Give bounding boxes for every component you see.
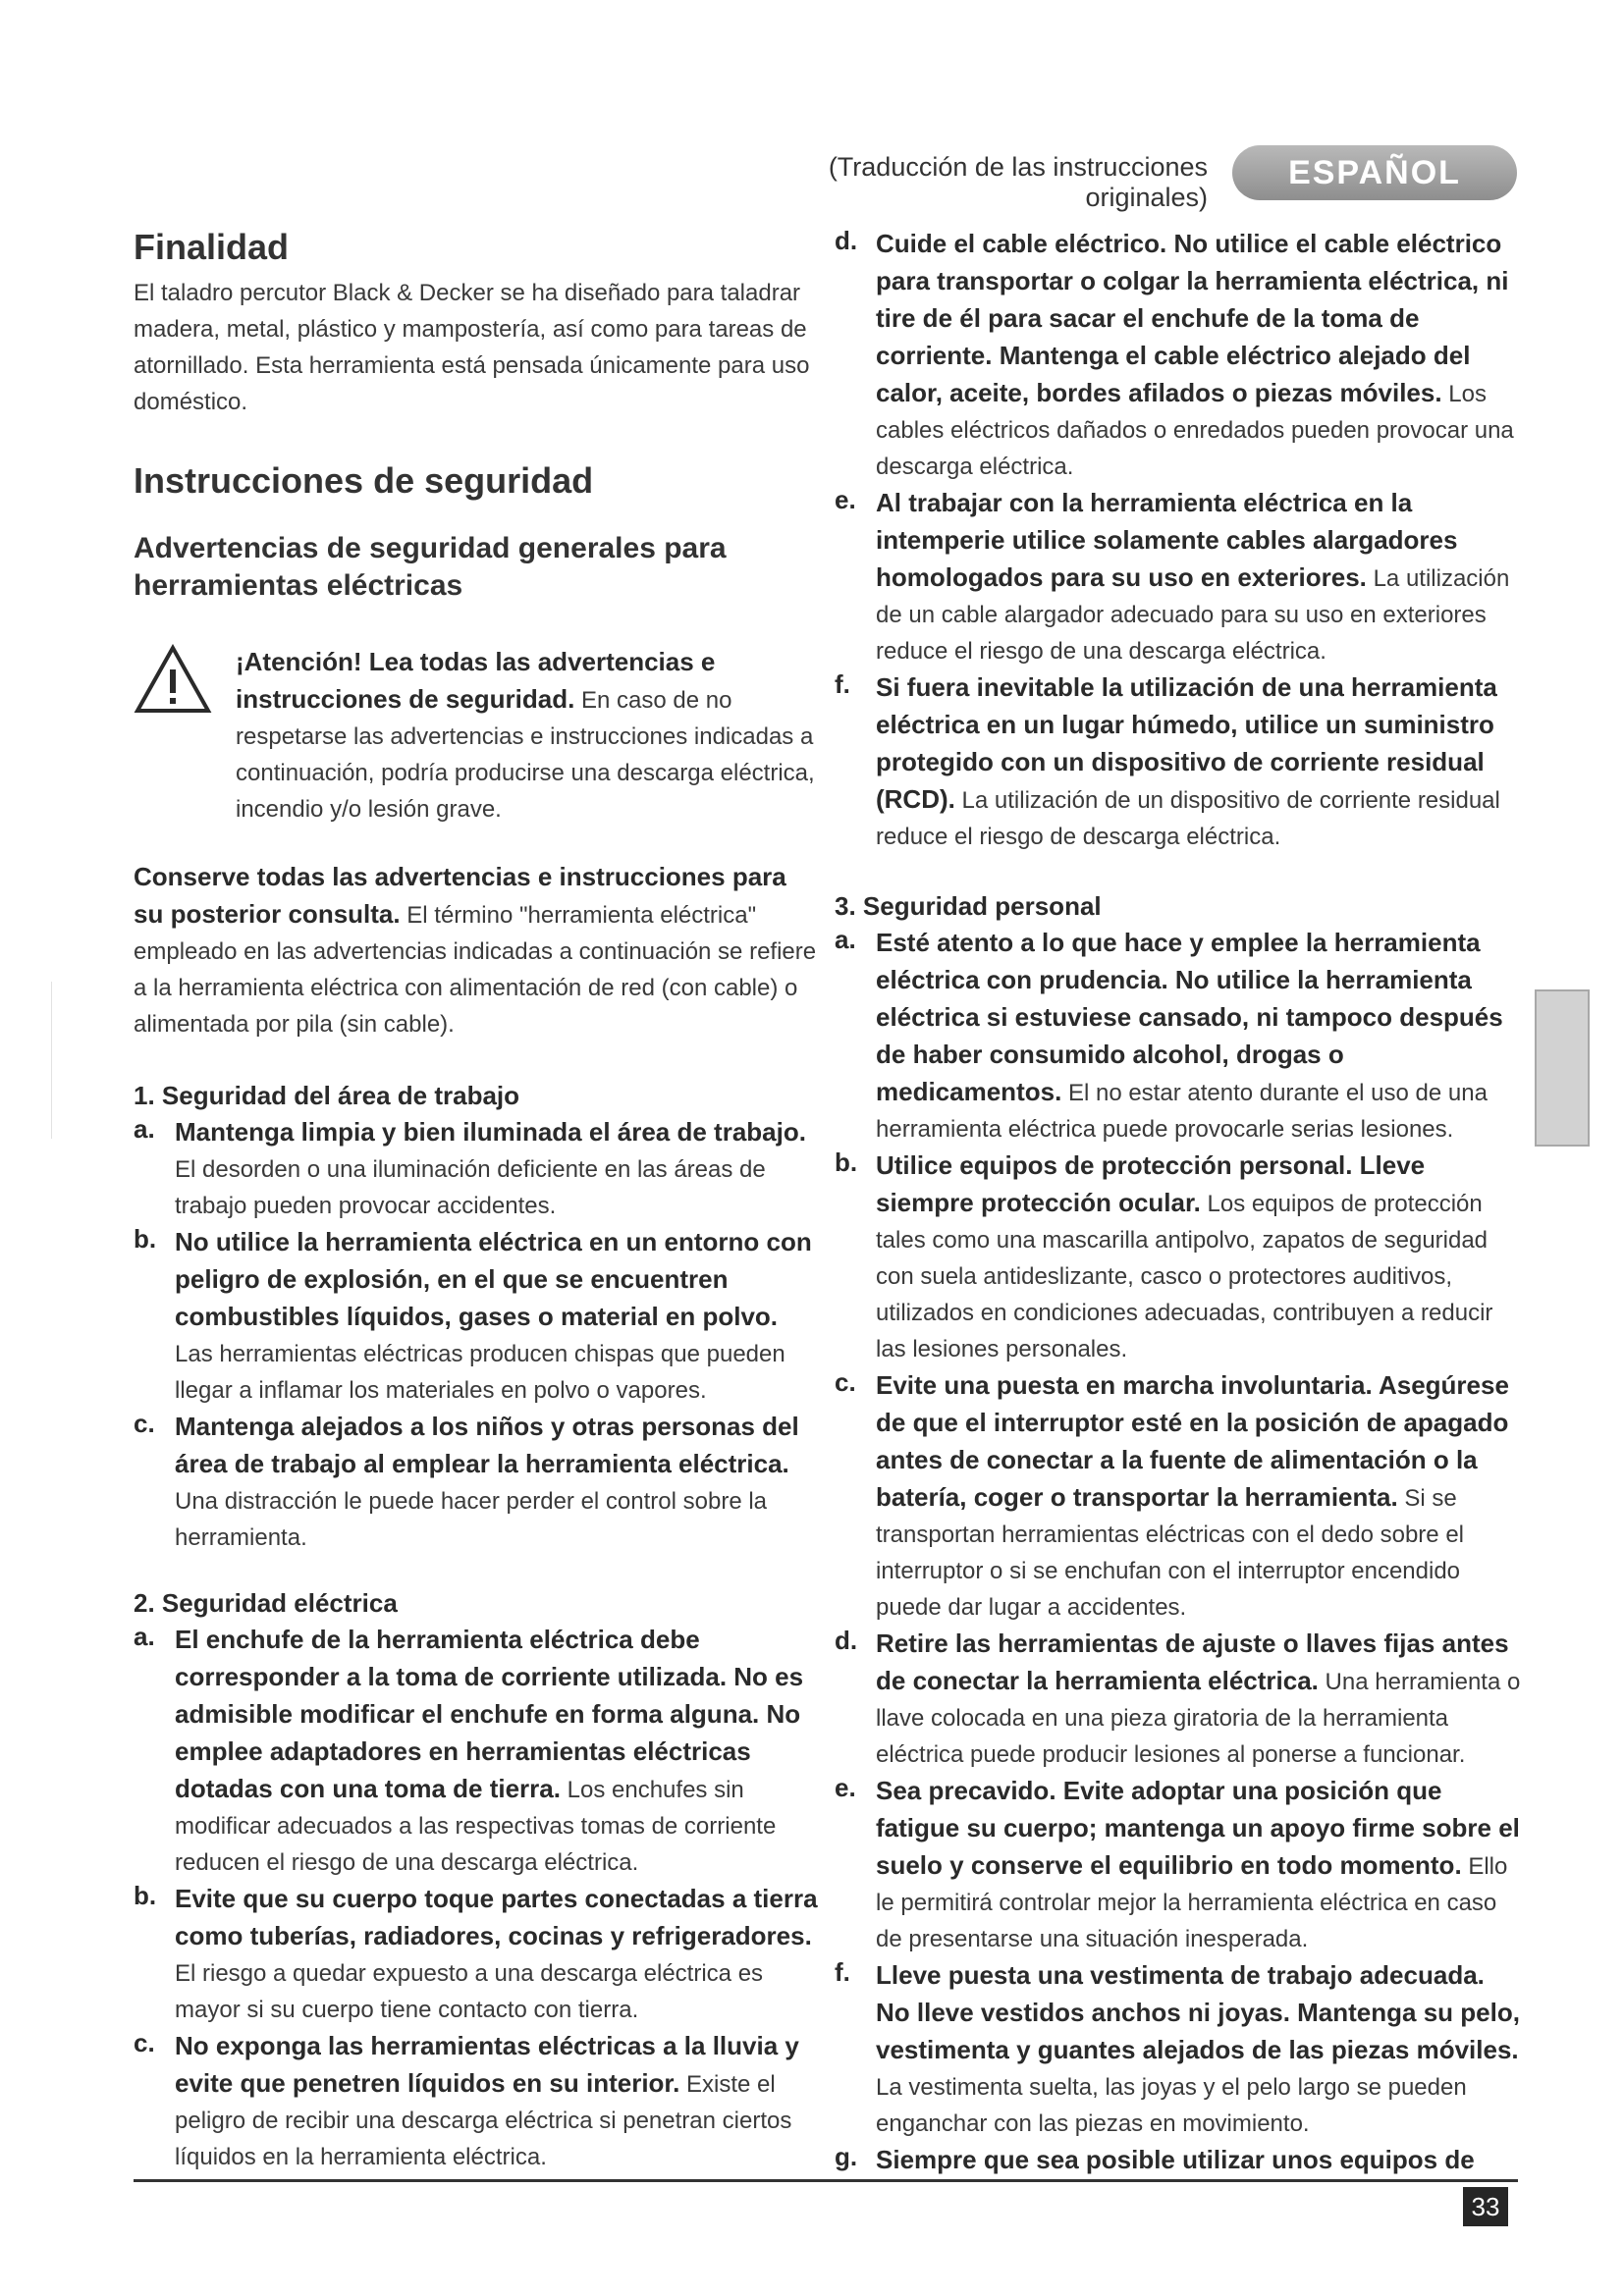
finalidad-text: El taladro percutor Black & Decker se ha diseñado para taladrar madera, metal, plástico y mampostería, así como para tareas de atornillado. Esta herramienta está pensada únicamente para uso doméstico. (134, 280, 810, 415)
item-bold: No exponga las herramientas eléctricas a la lluvia y evite que penetren líquidos en su interior. (175, 2031, 799, 2098)
warning-block (134, 644, 821, 828)
left-column (134, 226, 821, 2175)
margin-line (51, 982, 52, 1139)
translation-note: (Traducción de las instrucciones originales) (828, 152, 1208, 212)
list-item (835, 1957, 1522, 2142)
bottom-rule (134, 2179, 1518, 2182)
item-text: El riesgo a quedar expuesto a una descarga eléctrica es mayor si su cuerpo tiene contacto con tierra. (175, 1960, 764, 2023)
item-bold: Mantenga alejados a los niños y otras personas del área de trabajo al emplear la herramienta eléctrica. (175, 1412, 799, 1478)
item-text: Si se transportan herramientas eléctricas con el dedo sobre el interruptor o si se enchufan con el interruptor encendido puede dar lugar a accidentes. (876, 1485, 1464, 1621)
item-label: c. (134, 1409, 155, 1438)
item-text: Los enchufes sin modificar adecuados a las respectivas tomas de corriente reducen el riesgo de una descarga eléctrica. (175, 1777, 777, 1876)
item-label: d. (835, 226, 858, 255)
page-number: 33 (1463, 2187, 1508, 2226)
item-bold: Lleve puesta una vestimenta de trabajo adecuada. No lleve vestidos anchos ni joyas. Mantenga su pelo, vestimenta y guantes alejados de las piezas móviles. (876, 1960, 1520, 2064)
item-bold: Cuide el cable eléctrico. No utilice el cable eléctrico para transportar o colgar la herramienta eléctrica, ni tire de él para sacar el enchufe de la toma de corriente. Mantenga el cable eléctrico alejado del calor, aceite, bordes afilados o piezas móviles. (876, 229, 1509, 407)
item-text: Las herramientas eléctricas producen chispas que pueden llegar a inflamar los materiales en polvo o vapores. (175, 1341, 785, 1404)
list-item (835, 2142, 1522, 2179)
item-label: a. (835, 925, 856, 954)
warning-bold: ¡Atención! Lea todas las advertencias e instrucciones de seguridad. (236, 647, 716, 714)
item-text: Los equipos de protección tales como una mascarilla antipolvo, zapatos de seguridad con suela antideslizante, casco o protectores auditivos, utilizados en condiciones adecuadas, contribuyen a reducir las lesiones personales. (876, 1191, 1493, 1362)
item-bold: Evite una puesta en marcha involuntaria. Asegúrese de que el interruptor esté en la posición de apagado antes de conectar a la fuente de alimentación o la batería, coger o transportar la herramienta. (876, 1370, 1509, 1512)
item-bold: Retire las herramientas de ajuste o llaves fijas antes de conectar la herramienta eléctrica. (876, 1629, 1509, 1695)
item-text: Los cables eléctricos dañados o enredados pueden provocar una descarga eléctrica. (876, 381, 1514, 480)
item-label: g. (835, 2142, 858, 2171)
item-label: c. (835, 1367, 856, 1397)
item-text: Ello le permitirá controlar mejor la herramienta eléctrica en caso de presentarse una situación inesperada. (876, 1853, 1508, 1952)
seguridad-heading: Instrucciones de seguridad (134, 460, 594, 501)
item-label: c. (134, 2028, 155, 2057)
item-label: f. (835, 1957, 850, 1987)
item-bold: Utilice equipos de protección personal. Lleve siempre protección ocular. (876, 1150, 1426, 1217)
list-item (835, 1148, 1522, 1367)
electrical-safety-heading: 2. Seguridad eléctrica (134, 1588, 398, 1618)
item-text: El no estar atento durante el uso de una herramienta eléctrica puede provocarle serias lesiones. (876, 1080, 1488, 1143)
warning-text: En caso de no respetarse las advertencias e instrucciones indicadas a continuación, podría producirse una descarga eléctrica, incendio y/o lesión grave. (236, 687, 815, 823)
list-item (835, 1626, 1522, 1773)
right-column (835, 226, 1522, 2179)
item-text: Existe el peligro de recibir una descarga eléctrica si penetran ciertos líquidos en la herramienta eléctrica. (175, 2071, 792, 2170)
item-bold: Al trabajar con la herramienta eléctrica en la intemperie utilice solamente cables alargadores homologados para su uso en exteriores. (876, 488, 1458, 592)
work-area-heading: 1. Seguridad del área de trabajo (134, 1081, 520, 1110)
list-item (835, 226, 1522, 485)
item-bold: Mantenga limpia y bien iluminada el área de trabajo. (175, 1117, 806, 1147)
list-item (134, 1622, 821, 1881)
item-bold: Siempre que sea posible utilizar unos equipos de (876, 2145, 1475, 2174)
section-tab (1535, 989, 1590, 1147)
personal-safety-heading: 3. Seguridad personal (835, 891, 1102, 921)
list-item (835, 1367, 1522, 1626)
item-label: b. (835, 1148, 858, 1177)
item-text: La vestimenta suelta, las joyas y el pelo largo se pueden enganchar con las piezas en movimiento. (876, 2074, 1467, 2137)
list-item (134, 1114, 821, 1224)
list-item (134, 1409, 821, 1556)
item-label: f. (835, 669, 850, 699)
item-label: e. (835, 485, 856, 514)
list-item (835, 669, 1522, 855)
list-item (835, 485, 1522, 669)
item-bold: Sea precavido. Evite adoptar una posición que fatigue su cuerpo; mantenga un apoyo firme sobre el suelo y conserve el equilibrio en todo momento. (876, 1776, 1520, 1880)
language-badge: ESPAÑOL (1232, 145, 1517, 200)
item-label: b. (134, 1881, 157, 1910)
item-text: El desorden o una iluminación deficiente en las áreas de trabajo pueden provocar accidentes. (175, 1156, 766, 1219)
general-warnings-heading: Advertencias de seguridad generales para herramientas eléctricas (134, 532, 727, 602)
list-item (835, 1773, 1522, 1957)
item-label: b. (134, 1224, 157, 1254)
item-text: Una distracción le puede hacer perder el control sobre la herramienta. (175, 1488, 768, 1551)
list-item (835, 925, 1522, 1148)
list-item (134, 1881, 821, 2028)
item-text: Una herramienta o llave colocada en una pieza giratoria de la herramienta eléctrica puede producir lesiones al ponerse a funcionar. (876, 1669, 1521, 1768)
item-bold: No utilice la herramienta eléctrica en un entorno con peligro de explosión, en el que se encuentren combustibles líquidos, gases o material en polvo. (175, 1227, 812, 1331)
warning-triangle-icon (134, 644, 212, 715)
finalidad-heading: Finalidad (134, 227, 290, 267)
conserve-text: El término "herramienta eléctrica" empleado en las advertencias indicadas a continuación se refiere a la herramienta eléctrica con alimentación de red (con cable) o alimentada por pila (sin cable). (134, 902, 817, 1038)
item-label: d. (835, 1626, 858, 1655)
item-bold: Si fuera inevitable la utilización de una herramienta eléctrica en un lugar húmedo, utilice un suministro protegido con un dispositivo de corriente residual (RCD). (876, 672, 1497, 814)
item-label: a. (134, 1114, 155, 1144)
list-item (134, 1224, 821, 1409)
item-label: e. (835, 1773, 856, 1802)
item-bold: Esté atento a lo que hace y emplee la herramienta eléctrica con prudencia. No utilice la herramienta eléctrica si estuviese cansado, ni tampoco después de haber consumido alcohol, drogas o medicamentos. (876, 928, 1503, 1106)
item-bold: El enchufe de la herramienta eléctrica debe corresponder a la toma de corriente utilizada. No es admisible modificar el enchufe en forma alguna. No emplee adaptadores en herramientas eléctricas dotadas con una toma de tierra. (175, 1625, 804, 1803)
item-text: La utilización de un cable alargador adecuado para su uso en exteriores reduce el riesgo de una descarga eléctrica. (876, 565, 1510, 665)
list-item (134, 2028, 821, 2175)
item-bold: Evite que su cuerpo toque partes conectadas a tierra como tuberías, radiadores, cocinas y refrigeradores. (175, 1884, 818, 1950)
item-text: La utilización de un dispositivo de corriente residual reduce el riesgo de descarga eléctrica. (876, 787, 1500, 850)
item-label: a. (134, 1622, 155, 1651)
conserve-bold: Conserve todas las advertencias e instrucciones para su posterior consulta. (134, 862, 786, 929)
